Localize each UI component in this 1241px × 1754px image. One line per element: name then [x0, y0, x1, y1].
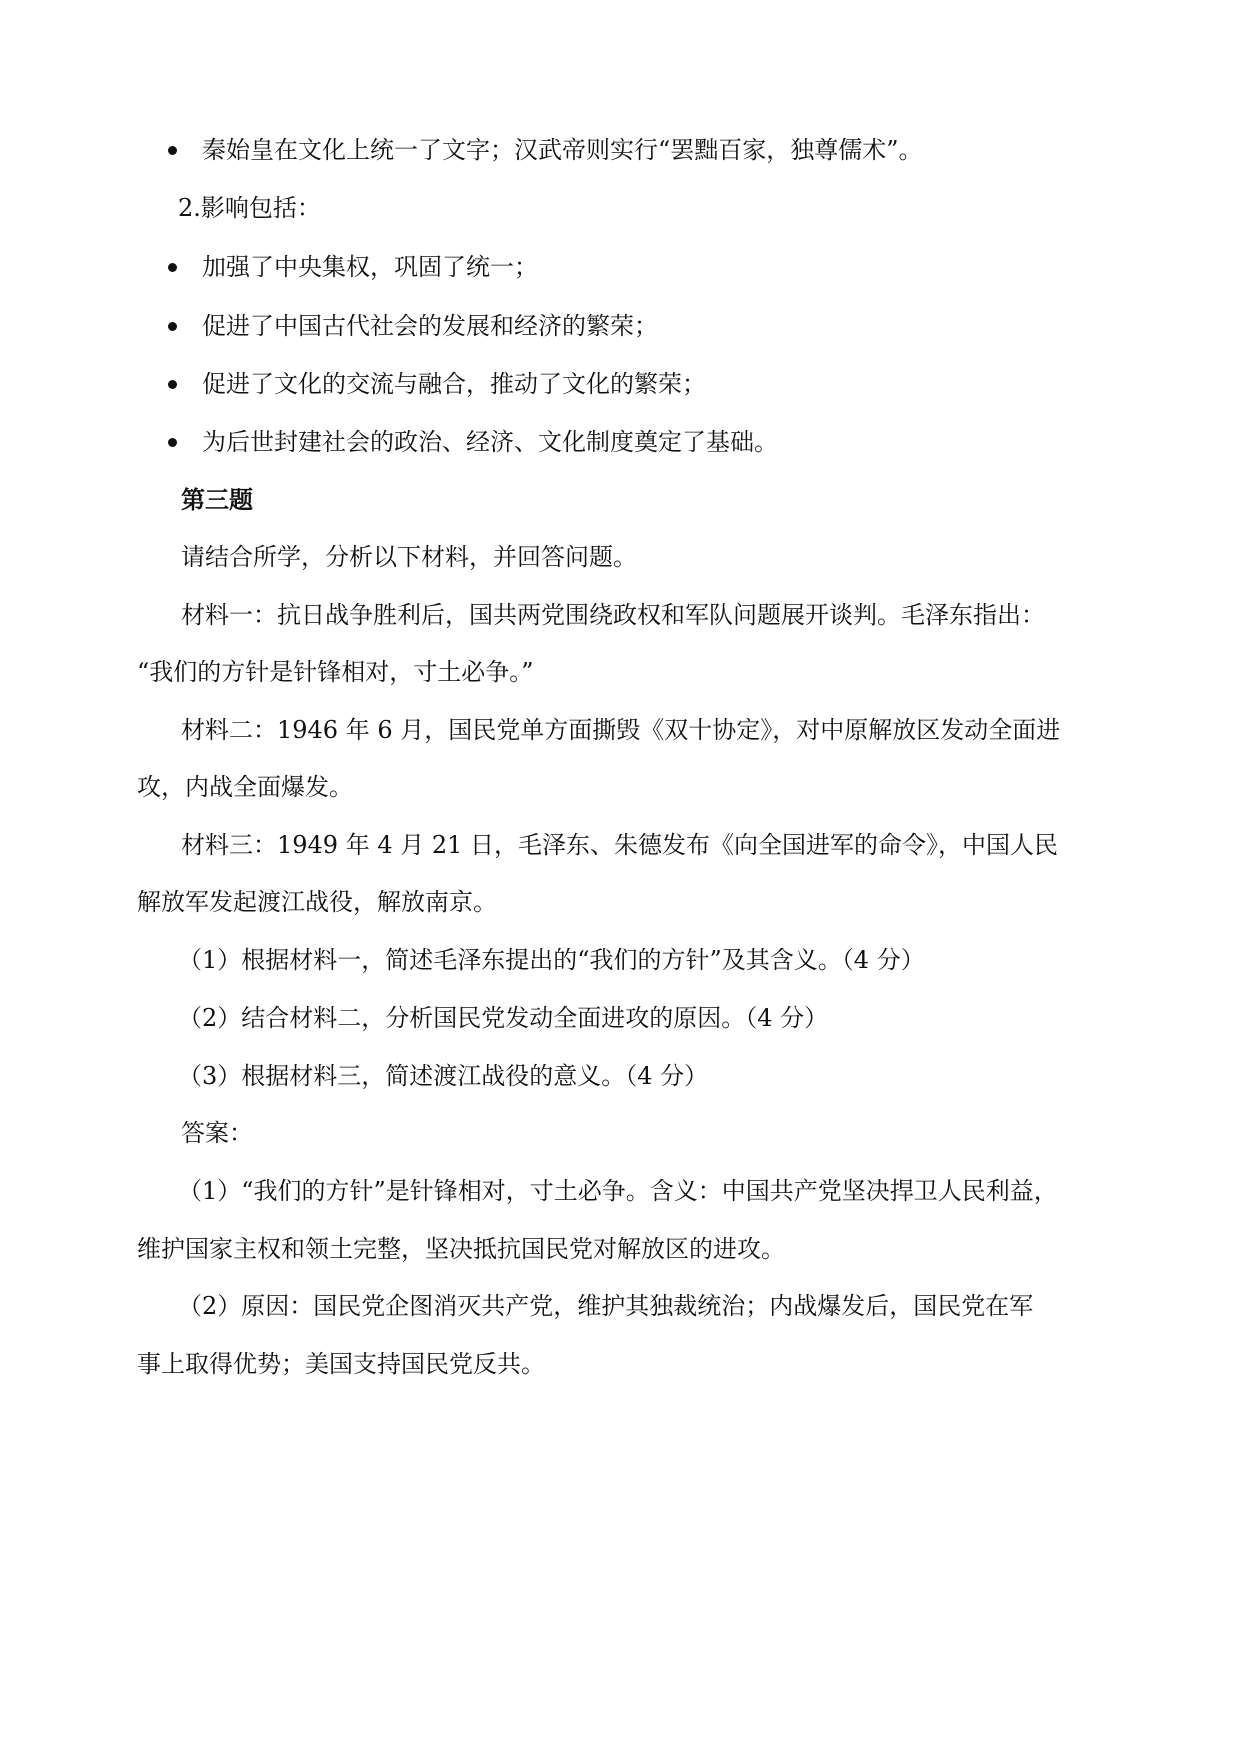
answer-2-line-1: （2）原因：国民党企图消灭共产党，维护其独裁统治；内战爆发后，国民党在军	[178, 1292, 1034, 1320]
bullet-marker	[168, 322, 177, 331]
section-title: 第三题	[181, 485, 253, 514]
bullet-marker	[168, 146, 177, 155]
material-1-line-2: “我们的方针是针锋相对，寸土必争。”	[137, 658, 534, 686]
material-3-line-1: 材料三：1949 年 4 月 21 日，毛泽东、朱德发布《向全国进军的命令》，中国人民	[181, 831, 1059, 859]
material-3-line-2: 解放军发起渡江战役，解放南京。	[137, 888, 497, 916]
impact-heading: 2.影响包括：	[178, 194, 321, 222]
bullet-marker	[168, 263, 177, 272]
bullet-marker	[168, 438, 177, 447]
answer-2-line-2: 事上取得优势；美国支持国民党反共。	[137, 1350, 545, 1378]
material-1-line-1: 材料一：抗日战争胜利后，国共两党围绕政权和军队问题展开谈判。毛泽东指出：	[181, 601, 1045, 629]
impact-item: 为后世封建社会的政治、经济、文化制度奠定了基础。	[202, 428, 778, 456]
question-2: （2）结合材料二，分析国民党发动全面进攻的原因。（4 分）	[178, 1004, 829, 1032]
impact-item: 加强了中央集权，巩固了统一；	[202, 253, 538, 281]
question-1: （1）根据材料一，简述毛泽东提出的“我们的方针”及其含义。（4 分）	[178, 946, 925, 974]
answer-1-line-1: （1）“我们的方针”是针锋相对，寸土必争。含义：中国共产党坚决捍卫人民利益，	[178, 1177, 1058, 1205]
bullet-culture: 秦始皇在文化上统一了文字；汉武帝则实行“罢黜百家，独尊儒术”。	[202, 136, 923, 164]
impact-item: 促进了文化的交流与融合，推动了文化的繁荣；	[202, 370, 706, 398]
answer-heading: 答案：	[181, 1119, 253, 1147]
impact-item: 促进了中国古代社会的发展和经济的繁荣；	[202, 312, 658, 340]
question-3: （3）根据材料三，简述渡江战役的意义。（4 分）	[178, 1062, 709, 1090]
answer-1-line-2: 维护国家主权和领土完整，坚决抵抗国民党对解放区的进攻。	[137, 1235, 785, 1263]
bullet-marker	[168, 380, 177, 389]
instruction-text: 请结合所学，分析以下材料，并回答问题。	[181, 543, 637, 571]
material-2-line-1: 材料二：1946 年 6 月，国民党单方面撕毁《双十协定》，对中原解放区发动全面进	[181, 716, 1061, 744]
material-2-line-2: 攻，内战全面爆发。	[137, 773, 353, 801]
